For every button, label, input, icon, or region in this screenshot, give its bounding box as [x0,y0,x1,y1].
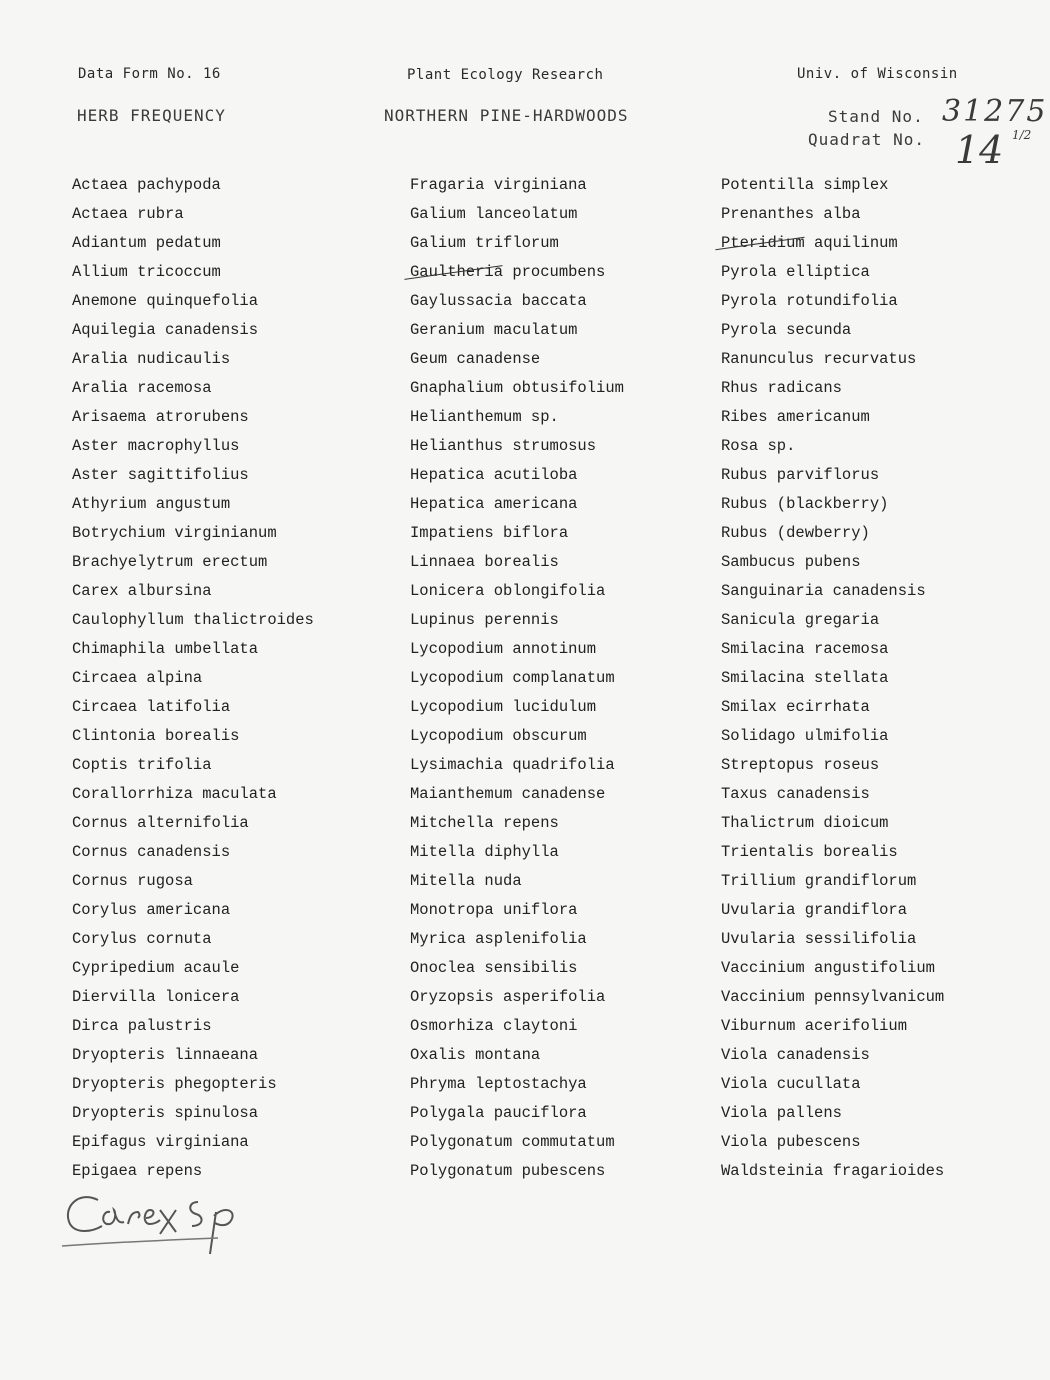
project-name: Plant Ecology Research [407,67,604,83]
species-item: Polygonatum commutatum [410,1133,615,1151]
species-item: Clintonia borealis [72,727,240,745]
species-item: Coptis trifolia [72,756,212,774]
stand-label: Stand No. [828,107,924,126]
handwritten-quadrat-number: 14 [955,128,1004,172]
species-item: Gaylussacia baccata [410,292,587,310]
species-item: Sanicula gregaria [721,611,880,629]
species-item: Aralia nudicaulis [72,350,231,368]
species-item: Solidago ulmifolia [721,727,889,745]
species-item: Ribes americanum [721,408,870,426]
quadrat-label: Quadrat No. [808,130,925,149]
species-item: Dryopteris linnaeana [72,1046,259,1064]
species-item: Anemone quinquefolia [72,292,259,310]
species-item: Ranunculus recurvatus [721,350,917,368]
species-item: Galium lanceolatum [410,205,578,223]
species-item: Maianthemum canadense [410,785,606,803]
species-item: Mitchella repens [410,814,559,832]
species-item: Lonicera oblongifolia [410,582,606,600]
form-title: HERB FREQUENCY [77,106,226,125]
species-item: Lycopodium annotinum [410,640,597,658]
species-item: Dryopteris phegopteris [72,1075,277,1093]
species-item: Polygonatum pubescens [410,1162,606,1180]
species-item: Actaea rubra [72,205,184,223]
species-item: Helianthemum sp. [410,408,559,426]
species-item: Viola pallens [721,1104,842,1122]
species-item: Sambucus pubens [721,553,861,571]
species-item: Viola cucullata [721,1075,861,1093]
species-item: Hepatica acutiloba [410,466,578,484]
species-item: Cypripedium acaule [72,959,240,977]
species-item: Actaea pachypoda [72,176,221,194]
species-item: Hepatica americana [410,495,578,513]
species-item: Arisaema atrorubens [72,408,249,426]
species-item: Aralia racemosa [72,379,212,397]
species-item: Smilacina stellata [721,669,889,687]
community-title: NORTHERN PINE-HARDWOODS [384,106,629,125]
species-item: Allium tricoccum [72,263,221,281]
species-item: Mitella diphylla [410,843,559,861]
species-item: Lycopodium obscurum [410,727,587,745]
species-item: Gaultheria procumbens [410,263,606,281]
species-item: Dryopteris spinulosa [72,1104,259,1122]
species-item: Uvularia sessilifolia [721,930,917,948]
species-item: Carex albursina [72,582,212,600]
species-item: Trillium grandiflorum [721,872,917,890]
species-item: Cornus alternifolia [72,814,249,832]
species-item: Phryma leptostachya [410,1075,587,1093]
species-item: Chimaphila umbellata [72,640,259,658]
species-item: Smilax ecirrhata [721,698,870,716]
species-column-3 [721,171,944,1186]
species-item: Uvularia grandiflora [721,901,908,919]
species-item: Aster sagittifolius [72,466,249,484]
species-item: Streptopus roseus [721,756,880,774]
species-item: Rosa sp. [721,437,796,455]
species-item: Circaea latifolia [72,698,231,716]
species-item: Viola canadensis [721,1046,870,1064]
species-item: Aquilegia canadensis [72,321,259,339]
species-item: Brachyelytrum erectum [72,553,268,571]
species-column-1 [72,171,314,1186]
species-item: Diervilla lonicera [72,988,240,1006]
species-item: Fragaria virginiana [410,176,587,194]
species-item: Lycopodium complanatum [410,669,615,687]
species-item: Helianthus strumosus [410,437,597,455]
species-item: Pyrola secunda [721,321,852,339]
handwritten-stand-fraction: 1/2 [1012,128,1032,142]
species-item: Viola pubescens [721,1133,861,1151]
species-item: Cornus rugosa [72,872,193,890]
species-item: Osmorhiza claytoni [410,1017,578,1035]
handwritten-note [58,1188,258,1262]
species-item: Athyrium angustum [72,495,231,513]
species-item: Pteridium aquilinum [721,234,898,252]
species-item: Prenanthes alba [721,205,861,223]
species-item: Rubus (blackberry) [721,495,889,513]
species-item: Trientalis borealis [721,843,898,861]
species-item: Rubus (dewberry) [721,524,870,542]
species-item: Oxalis montana [410,1046,541,1064]
species-item: Impatiens biflora [410,524,569,542]
species-item: Monotropa uniflora [410,901,578,919]
form-number: Data Form No. 16 [78,66,221,82]
species-item: Corylus americana [72,901,231,919]
species-item: Pyrola rotundifolia [721,292,898,310]
species-item: Oryzopsis asperifolia [410,988,606,1006]
species-item: Potentilla simplex [721,176,889,194]
species-item: Geranium maculatum [410,321,578,339]
species-item: Dirca palustris [72,1017,212,1035]
species-item: Rhus radicans [721,379,842,397]
species-item: Corallorrhiza maculata [72,785,277,803]
species-item: Rubus parviflorus [721,466,880,484]
species-item: Myrica asplenifolia [410,930,587,948]
species-item: Corylus cornuta [72,930,212,948]
species-item: Botrychium virginianum [72,524,277,542]
species-item: Waldsteinia fragarioides [721,1162,945,1180]
species-item: Adiantum pedatum [72,234,221,252]
species-item: Galium triflorum [410,234,559,252]
species-item: Lysimachia quadrifolia [410,756,615,774]
species-item: Polygala pauciflora [410,1104,587,1122]
species-item: Lupinus perennis [410,611,559,629]
species-item: Smilacina racemosa [721,640,889,658]
species-item: Onoclea sensibilis [410,959,578,977]
species-item: Mitella nuda [410,872,522,890]
species-item: Geum canadense [410,350,541,368]
species-item: Cornus canadensis [72,843,231,861]
institution-name: Univ. of Wisconsin [797,66,958,82]
handwritten-stand-number: 31275 [942,94,1048,129]
species-item: Epifagus virginiana [72,1133,249,1151]
species-item: Circaea alpina [72,669,203,687]
species-item: Aster macrophyllus [72,437,240,455]
species-item: Sanguinaria canadensis [721,582,926,600]
species-column-2 [410,171,624,1186]
species-item: Vaccinium angustifolium [721,959,935,977]
species-item: Gnaphalium obtusifolium [410,379,624,397]
species-item: Thalictrum dioicum [721,814,889,832]
species-item: Vaccinium pennsylvanicum [721,988,945,1006]
species-item: Caulophyllum thalictroides [72,611,314,629]
species-item: Epigaea repens [72,1162,203,1180]
species-item: Linnaea borealis [410,553,559,571]
species-item: Pyrola elliptica [721,263,870,281]
species-item: Viburnum acerifolium [721,1017,908,1035]
species-item: Taxus canadensis [721,785,870,803]
handwritten-note-drawing [58,1188,258,1258]
species-item: Lycopodium lucidulum [410,698,597,716]
